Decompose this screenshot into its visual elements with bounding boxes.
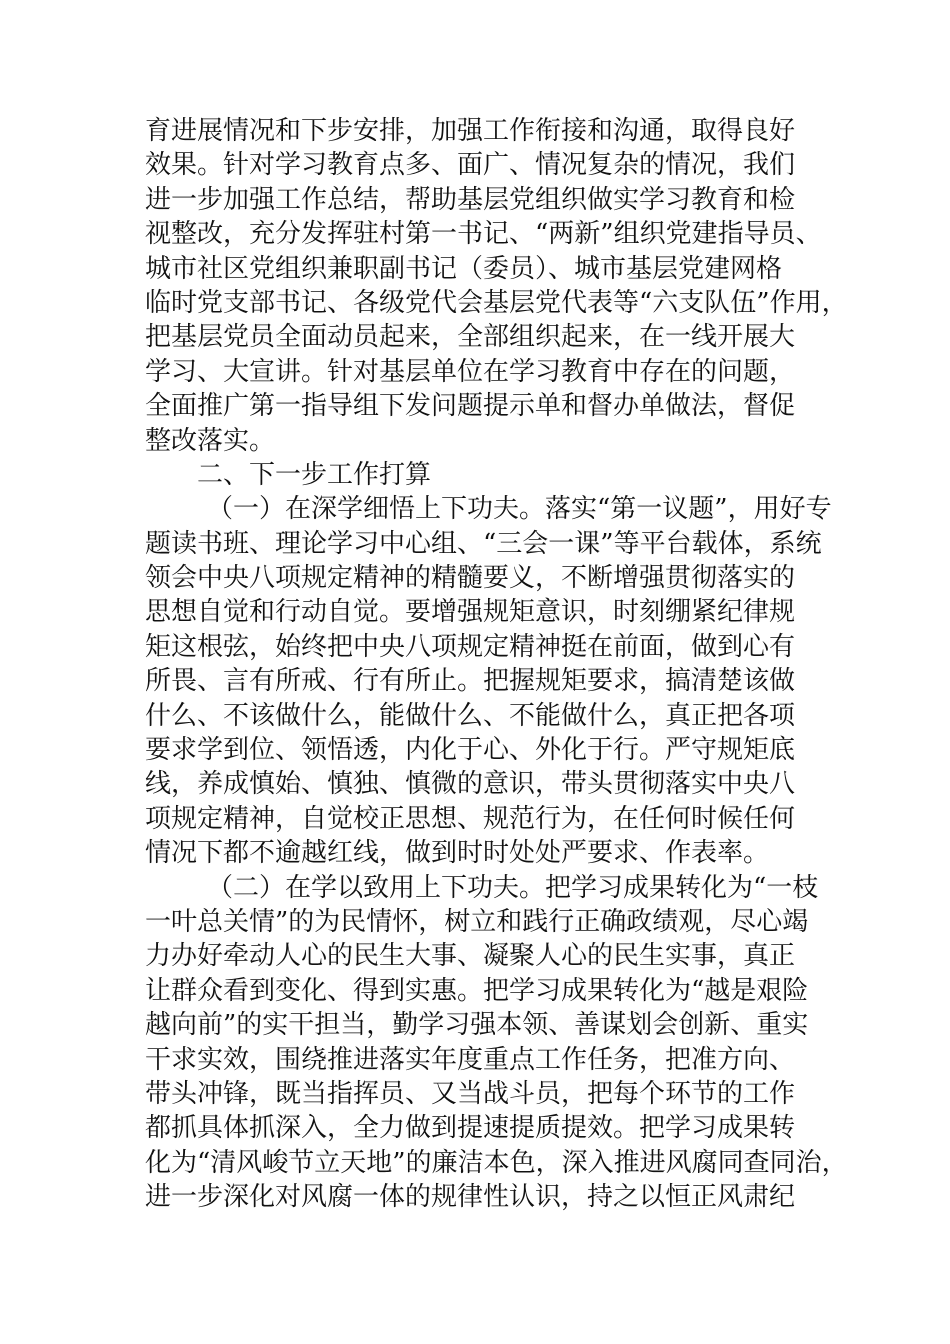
paragraph-line: 要求学到位、领悟透，内化于心、外化于行。严守规矩底 — [145, 735, 796, 766]
paragraph-line: 临时党支部书记、各级党代会基层党代表等“六支队伍”作用， — [145, 287, 848, 318]
paragraph-line: 让群众看到变化、得到实惠。把学习成果转化为“越是艰险 — [145, 975, 809, 1006]
paragraph-line: 题读书班、理论学习中心组、“三会一课”等平台载体，系统 — [145, 528, 822, 559]
paragraph-line: 化为“清风峻节立天地”的廉洁本色，深入推进风腐同查同治， — [145, 1147, 848, 1178]
paragraph-line: 所畏、言有所戒、行有所止。把握规矩要求，搞清楚该做 — [145, 666, 796, 697]
paragraph-line: 力办好牵动人心的民生大事、凝聚人心的民生实事，真正 — [145, 941, 796, 972]
paragraph-line: 带头冲锋，既当指挥员、又当战斗员，把每个环节的工作 — [145, 1078, 796, 1109]
paragraph-line: 领会中央八项规定精神的精髓要义，不断增强贯彻落实的 — [145, 563, 796, 594]
paragraph-line: 情况下都不逾越红线，做到时时处处严要求、作表率。 — [145, 838, 770, 869]
paragraph-line: 一叶总关情”的为民情怀，树立和践行正确政绩观，尽心竭 — [145, 906, 809, 937]
paragraph-line: 思想自觉和行动自觉。要增强规矩意识，时刻绷紧纪律规 — [145, 597, 796, 628]
paragraph-line: 都抓具体抓深入，全力做到提速提质提效。把学习成果转 — [145, 1113, 796, 1144]
paragraph-line: 越向前”的实干担当，勤学习强本领、善谋划会创新、重实 — [145, 1010, 809, 1041]
paragraph-line: 进一步深化对风腐一体的规律性认识，持之以恒正风肃纪 — [145, 1182, 796, 1213]
paragraph-line: 把基层党员全面动员起来，全部组织起来，在一线开展大 — [145, 322, 796, 353]
paragraph-line: 全面推广第一指导组下发问题提示单和督办单做法，督促 — [145, 391, 796, 422]
paragraph-line: 什么、不该做什么，能做什么、不能做什么，真正把各项 — [145, 700, 796, 731]
paragraph-line: 干求实效，围绕推进落实年度重点工作任务，把准方向、 — [145, 1044, 796, 1075]
paragraph-line: 项规定精神，自觉校正思想、规范行为，在任何时候任何 — [145, 803, 796, 834]
paragraph-line: 进一步加强工作总结，帮助基层党组织做实学习教育和检 — [145, 184, 796, 215]
paragraph-line: 城市社区党组织兼职副书记（委员）、城市基层党建网格 — [145, 253, 783, 284]
section-heading: 二、下一步工作打算 — [197, 459, 432, 490]
paragraph-line: 矩这根弦，始终把中央八项规定精神挺在前面，做到心有 — [145, 631, 796, 662]
document-body — [145, 114, 848, 1215]
subsection-heading-line: （一）在深学细悟上下功夫。落实“第一议题”，用好专 — [207, 494, 832, 525]
paragraph-line: 育进展情况和下步安排，加强工作衔接和沟通，取得良好 — [145, 116, 796, 146]
paragraph-line: 整改落实。 — [145, 425, 276, 456]
paragraph-line: 视整改，充分发挥驻村第一书记、“两新”组织党建指导员、 — [145, 219, 822, 250]
paragraph-line: 线，养成慎始、慎独、慎微的意识，带头贯彻落实中央八 — [145, 769, 796, 800]
subsection-heading-line: （二）在学以致用上下功夫。把学习成果转化为“一枝 — [207, 872, 819, 903]
paragraph-line: 学习、大宣讲。针对基层单位在学习教育中存在的问题， — [145, 356, 796, 387]
paragraph-line: 效果。针对学习教育点多、面广、情况复杂的情况，我们 — [145, 150, 796, 181]
